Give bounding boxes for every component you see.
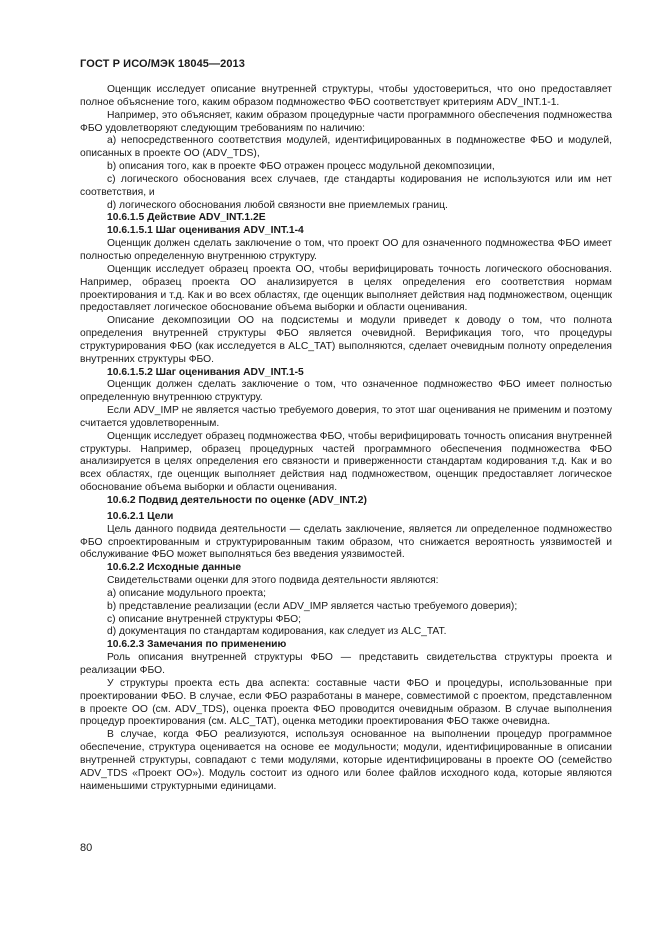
paragraph: Оценщик исследует описание внутренней структуры, чтобы удостовериться, что оно предоставляет полное объяснение того, каким образом подмножество ФБО соответствует критериям ADV_INT.1-1. [80, 84, 612, 108]
section-heading: 10.6.1.5 Действие ADV_INT.1.2E [107, 212, 266, 224]
document-page [80, 58, 612, 793]
section-heading: 10.6.1.5.2 Шаг оценивания ADV_INT.1-5 [107, 366, 304, 378]
paragraph: Например, это объясняет, каким образом процедурные части программного обеспечения подмножества ФБО удовлетворяют следующим требованиям по наличию: [80, 109, 612, 134]
paragraph: a) описание модульного проекта; [107, 587, 266, 599]
page-number: 80 [80, 842, 93, 854]
section-heading: 10.6.2.2 Исходные данные [107, 562, 242, 574]
paragraph: c) описание внутренней структуры ФБО; [107, 613, 302, 625]
paragraph: У структуры проекта есть два аспекта: составные части ФБО и процедуры, использованные при проектировании ФБО. В случае, если ФБО разработаны в манере, совместимой с проектом, представленном в проекте ОО (см. ADV_TDS), оценка проекта ФБО проводится очевидным образом. В случае выполнения процедур проектирования (см. ALC_TAT), оценка методики проектирования ФБО также очевидна. [80, 677, 612, 728]
document-body [80, 84, 612, 793]
paragraph: b) представление реализации (если ADV_IMP является частью требуемого доверия); [107, 600, 518, 612]
paragraph: b) описания того, как в проекте ФБО отражен процесс модульной декомпозиции, [107, 161, 495, 173]
standard-header: ГОСТ Р ИСО/МЭК 18045—2013 [80, 58, 245, 70]
paragraph: a) непосредственного соответствия модулей, идентифицированных в подмножестве ФБО и модулей, описанных в проекте ОО (ADV_TDS), [80, 135, 612, 160]
paragraph: d) логического обоснования любой связности вне приемлемых границ. [107, 199, 448, 211]
section-heading: 10.6.1.5.1 Шаг оценивания ADV_INT.1-4 [107, 225, 304, 237]
paragraph: Оценщик должен сделать заключение о том, что проект ОО для означенного подмножества ФБО имеет полностью определенную внутреннюю структуру. [80, 238, 612, 262]
paragraph: Оценщик исследует образец подмножества ФБО, чтобы верифицировать точность описания внутренней структуры. Например, образец процедурных частей программного обеспечения подмножества ФБО анализируется в целях определения его связности и приверженности стандартам кодирования т.д. Как и во всех областях, где оценщик выполняет действия над подмножеством, оценщик предоставляет логическое обоснование объема выборки и области оценивания. [80, 430, 612, 494]
paragraph: Оценщик исследует образец проекта ОО, чтобы верифицировать точность логического обоснования. Например, образец проекта ОО анализируется в целях определения его соответствия нормам проектирования и т.д. Как и во всех областях, где оценщик выполняет действия над подмножеством, оценщик предоставляет логическое обоснование объема выборки и области оценивания. [80, 263, 612, 314]
paragraph: Если ADV_IMP не является частью требуемого доверия, то этот шаг оценивания не применим и поэтому считается удовлетворенным. [80, 405, 612, 429]
paragraph: Цель данного подвида деятельности — сделать заключение, является ли определенное подмножество ФБО спроектированным и структурированным таким образом, что снижается вероятность уязвимостей и обслуживание ФБО может выполняться без введения уязвимостей. [80, 523, 612, 561]
section-heading: 10.6.2.1 Цели [107, 510, 174, 522]
paragraph: c) логического обоснования всех случаев, где стандарты кодирования не используются или им нет соответствия, и [80, 173, 612, 198]
paragraph: d) документация по стандартам кодирования, как следует из ALC_TAT. [107, 626, 447, 638]
paragraph: Описание декомпозиции ОО на подсистемы и модули приведет к доводу о том, что полнота определения внутренней структуры ФБО является очевидной. Верификация того, что процедуры структурирования ФБО (как исследуется в ALC_TAT) выполняются, сделает очевидным полноту определения внутренних структуры ФБО. [80, 315, 612, 365]
paragraph: Свидетельствами оценки для этого подвида деятельности являются: [107, 575, 439, 587]
paragraph: В случае, когда ФБО реализуются, используя основанное на выполнении процедур программное обеспечение, структура оценивается на основе ее модульности; модули, идентифицированные в описании внутренней структуры, совпадают с теми модулями, которые идентифицированы в проекте ОО (семейство ADV_TDS «Проект ОО»). Модуль состоит из одного или более файлов исходного кода, которые являются наименьшими структурными единицами. [80, 729, 612, 792]
paragraph: Роль описания внутренней структуры ФБО — представить свидетельства структуры проекта и реализации ФБО. [80, 652, 612, 676]
paragraph: Оценщик должен сделать заключение о том, что означенное подмножество ФБО имеет полностью определенную внутреннюю структуру. [80, 379, 612, 404]
section-heading: 10.6.2 Подвид деятельности по оценке (ADV_INT.2) [107, 495, 367, 506]
section-heading: 10.6.2.3 Замечания по применению [107, 639, 287, 651]
